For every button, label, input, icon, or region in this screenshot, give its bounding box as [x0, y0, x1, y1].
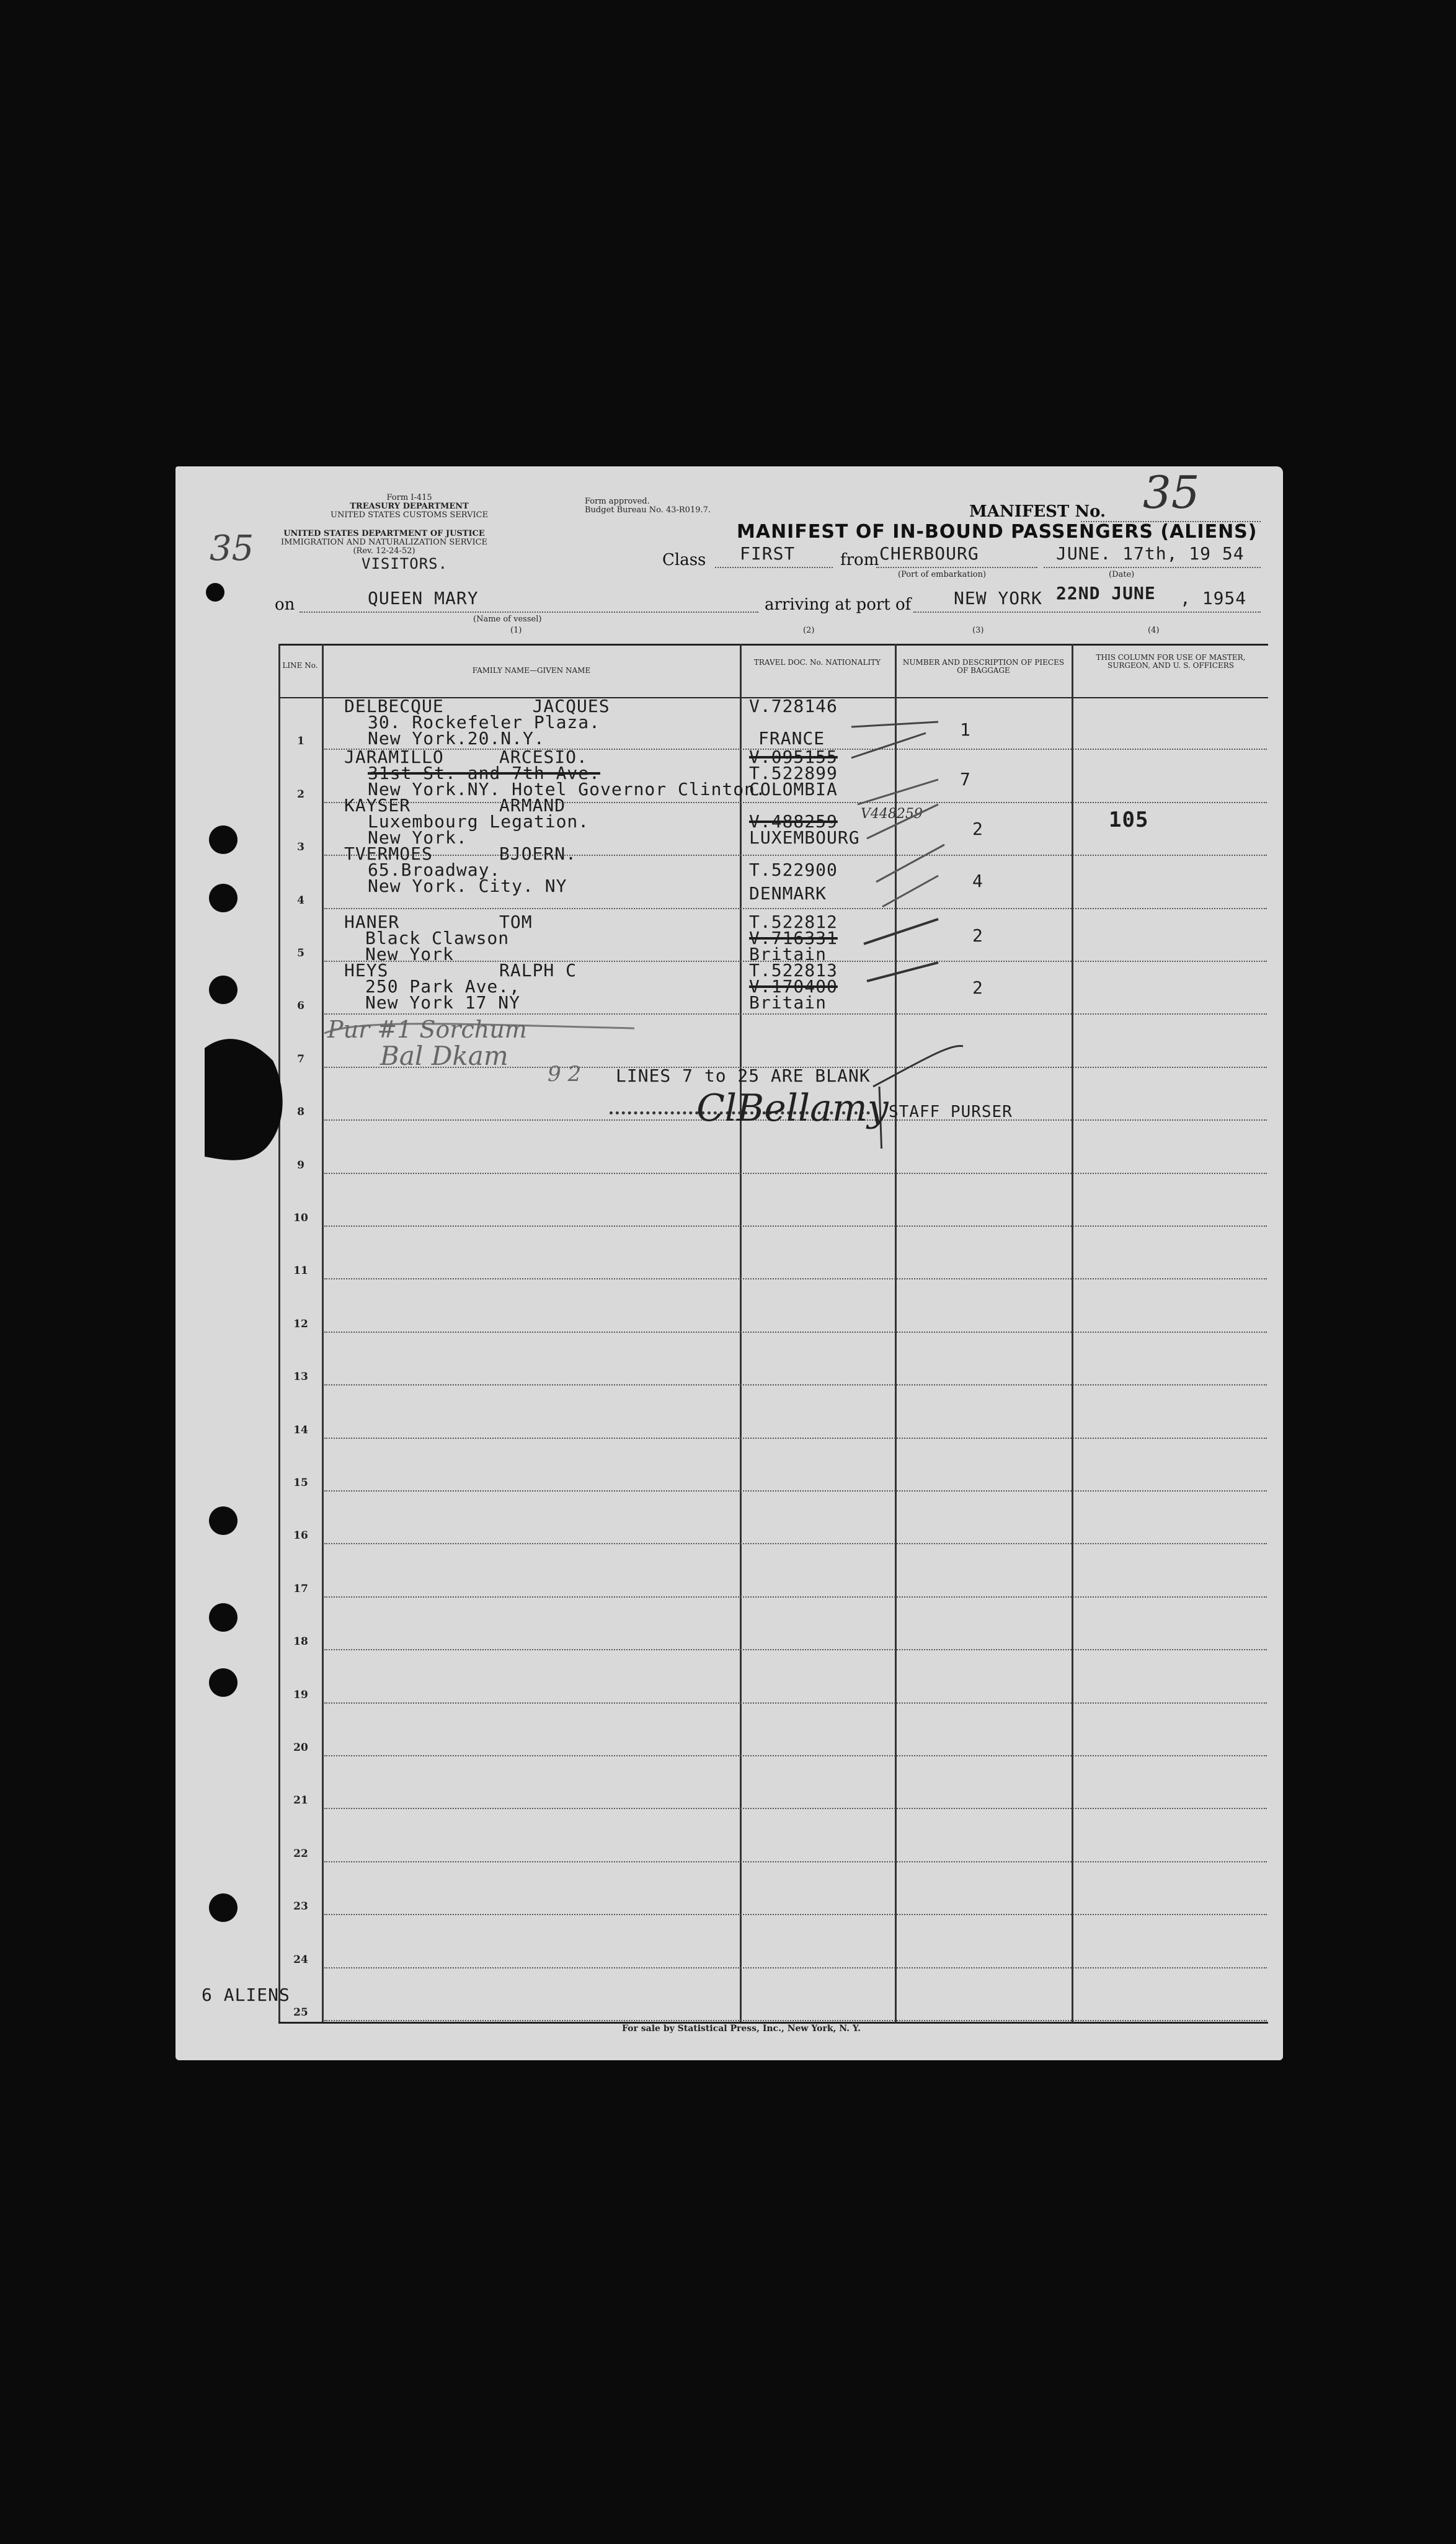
passenger-6-nationality: Britain [749, 992, 827, 1013]
line-number: 10 [293, 1212, 308, 1224]
line-number: 2 [297, 788, 304, 801]
line-number: 1 [297, 735, 304, 748]
passenger-2-nationality: COLOMBIA [749, 779, 838, 799]
margin-note: 35 [210, 528, 254, 569]
passenger-1-baggage: 1 [960, 719, 971, 740]
manifest-no: 35 [1143, 466, 1200, 518]
passenger-6-addr2: New York 17 NY [365, 992, 521, 1013]
printer-credit: For sale by Statistical Press, Inc., New York, N. Y. [622, 2024, 861, 2034]
line-number: 20 [293, 1741, 308, 1754]
line-number: 13 [293, 1371, 308, 1384]
line-number: 8 [297, 1106, 304, 1119]
passenger-1-addr2: New York.20.N.Y. [368, 728, 545, 749]
passenger-6-doc-old: V.170400 [749, 976, 838, 997]
passenger-5-name: HANER TOM [344, 912, 533, 932]
passenger-4-nationality: DENMARK [749, 883, 827, 904]
line-number: 6 [297, 1000, 304, 1013]
row-rule [324, 1332, 1267, 1333]
binder-hole [209, 1893, 237, 1922]
purser-signature: ClBellamy [696, 1087, 889, 1130]
line-number: 17 [293, 1582, 308, 1595]
row-rule [324, 1225, 1267, 1227]
passenger-3-name: KAYSER ARMAND [344, 795, 566, 816]
arrival-date: 22ND JUNE [1056, 583, 1156, 603]
binder-hole [209, 1603, 237, 1632]
col-baggage: NUMBER AND DESCRIPTION OF PIECES OF BAGGAGE [902, 658, 1065, 675]
binder-hole [209, 825, 237, 854]
torn-edge [205, 1023, 291, 1172]
margin-handwriting-2: Bal Dkam [380, 1041, 508, 1071]
vessel-name: QUEEN MARY [368, 588, 479, 608]
check-marks [175, 466, 1283, 1149]
date-embark: JUNE. 17th, 19 54 [1056, 543, 1245, 564]
arriving-label: arriving at port of [765, 595, 912, 614]
arrival-year: , 1954 [1180, 588, 1247, 608]
row-rule [324, 1173, 1267, 1174]
passenger-3-baggage: 2 [972, 819, 983, 839]
line-number: 23 [293, 1900, 308, 1913]
margin-handwriting-3: 9 2 [548, 1062, 582, 1087]
line-number: 22 [293, 1847, 308, 1860]
passenger-3-addr1: Luxembourg Legation. [368, 811, 590, 832]
passenger-2-doc-old: V.095155 [749, 747, 838, 767]
vessel-caption: (Name of vessel) [473, 615, 542, 624]
row-rule [324, 1967, 1267, 1968]
arrival-port: NEW YORK [954, 588, 1042, 608]
binder-hole [209, 976, 237, 1004]
passenger-4-addr1: 65.Broadway. [368, 860, 501, 880]
row-rule [324, 2020, 1267, 2021]
line-number: 5 [297, 947, 304, 959]
binder-hole [209, 1668, 237, 1697]
passenger-4-doc: T.522900 [749, 860, 838, 880]
line-number: 21 [293, 1794, 308, 1807]
passenger-2-name: JARAMILLO ARCESIO. [344, 747, 588, 767]
line-number: 4 [297, 894, 304, 907]
port-embark: CHERBOURG [879, 543, 979, 564]
line-number: 11 [293, 1265, 308, 1278]
port-caption: (Port of embarkation) [898, 570, 987, 579]
passenger-5-baggage: 2 [972, 925, 983, 946]
col-travel-doc: TRAVEL DOC. No. NATIONALITY [753, 658, 881, 667]
passenger-1-addr1: 30. Rockefeler Plaza. [368, 712, 601, 732]
passenger-6-baggage: 2 [972, 977, 983, 998]
row-rule [324, 1490, 1267, 1492]
passenger-2-addr2: New York.NY. Hotel Governor Clinton. [368, 779, 766, 799]
row-rule [324, 1278, 1267, 1279]
col-name: FAMILY NAME—GIVEN NAME [472, 666, 591, 675]
line-number: 14 [293, 1423, 308, 1436]
line-number: 7 [297, 1052, 304, 1065]
passenger-2-addr1: 31st St. and 7th Ave. [368, 763, 601, 783]
passenger-4-baggage: 4 [972, 871, 983, 891]
passenger-5-addr1: Black Clawson [365, 928, 510, 948]
passenger-2-doc: T.522899 [749, 763, 838, 783]
line-number: 25 [293, 2006, 308, 2019]
blank-lines-note: LINES 7 to 25 ARE BLANK [616, 1065, 871, 1086]
approval-note: Form approved. Budget Bureau No. 43-R019.7. [585, 497, 711, 515]
passenger-5-doc-old: V.716331 [749, 928, 838, 948]
from-label: from [840, 551, 879, 569]
binder-hole [209, 1506, 237, 1535]
binder-hole [206, 583, 224, 602]
passenger-3-officer: 105 [1109, 807, 1149, 832]
margin-handwriting-1: Pur #1 Sorchum [327, 1016, 527, 1043]
passenger-2-baggage: 7 [960, 769, 971, 789]
passenger-3-doc: V.488259 [749, 811, 838, 832]
binder-hole [209, 884, 237, 912]
passenger-1-nationality: FRANCE [758, 728, 825, 749]
line-number: 15 [293, 1477, 308, 1489]
manifest-page: Form I-415 TREASURY DEPARTMENT UNITED STATES CUSTOMS SERVICE UNITED STATES DEPARTMENT OF JUSTICE IMMIGRATION AND NATURALIZATION SERVICE (Rev. 12-24-52) Form approved. Budget Bureau No. 43-R019.7. MANIFEST No. 35 35 MANIFEST OF IN-BOUND PASSENGERS (ALIENS) VISITORS. Class FIRST from CHERBOURG (Port of embarkation) JUNE. 17th, 19 54 (Date) on QUEEN MARY (Name of vessel) (1) arriving at port of NEW YORK 22ND JUNE , 1954 (2) (3) (4) LINE No. FAMILY NAME—GIVEN NAME TRAVEL DOC. No. NATIONALITY NUMBER AND DESCRIPTION OF PIECES OF BAGGAGE THIS COLUMN FOR USE OF MASTER, SURGEON, AND U. S. OFFICERS 1 2 3 4 5 6 7 8 9 10 11 12 13 14 15 16 17 18 19 20 21 22 23 24 25 DELBECQUE JACQUES 30. Rockefeler Plaza. New York.20.N.Y. V.728146 FRANCE 1 JARAMILLO ARCESIO. 31st St. and 7th Ave. New York.NY. Hotel Governor Clinton. V.095155 T.522899 COLOMBIA 7 KAYSER ARMAND Luxembourg Legation. New York. V.488259 V448259 LUXEMBOURG 2 105 TVERMOES BJOERN. 65.Broadway. New York. City. NY T.522900 DENMARK 4 HANER TOM Black Clawson New York T.522812 V.716331 Britain 2 HEYS RALPH C 250 Park Ave., New York 17 NY T.522813 V.170400 Britain 2 Pur #1 Sorchum Bal Dkam 9 2 LINES 7 to 25 ARE BLANK ClBellamy STAFF PURSER 6 ALIENS For sale by Statistical Press, Inc., New York, N. Y. [175, 466, 1283, 2060]
passenger-5-addr2: New York [365, 944, 454, 964]
col-officers: THIS COLUMN FOR USE OF MASTER, SURGEON, AND U. S. OFFICERS [1096, 653, 1246, 670]
line-number: 3 [297, 841, 304, 854]
staff-purser-label: STAFF PURSER [889, 1103, 1013, 1121]
row-rule [324, 1808, 1267, 1809]
doj-header: UNITED STATES DEPARTMENT OF JUSTICE IMMIGRATION AND NATURALIZATION SERVICE (Rev. 12-24-52) [281, 529, 488, 556]
passenger-1-doc: V.728146 [749, 696, 838, 716]
passenger-3-addr2: New York. [368, 827, 468, 848]
passenger-6-name: HEYS RALPH C [344, 960, 577, 981]
passenger-6-doc: T.522813 [749, 960, 838, 981]
manifest-title: MANIFEST OF IN-BOUND PASSENGERS (ALIENS) [737, 521, 1258, 543]
visitors-label: VISITORS. [362, 555, 448, 572]
passenger-4-addr2: New York. City. NY [368, 876, 567, 896]
row-rule [324, 1384, 1267, 1385]
row-rule [324, 1702, 1267, 1704]
line-number: 12 [293, 1317, 308, 1330]
passenger-5-nationality: Britain [749, 944, 827, 964]
passenger-1-name: DELBECQUE JACQUES [344, 696, 610, 716]
class-label: Class [662, 551, 706, 569]
row-rule [324, 1755, 1267, 1756]
row-rule [324, 1649, 1267, 1650]
row-rule [324, 1914, 1267, 1915]
line-number: 19 [293, 1688, 308, 1701]
on-label: on [275, 595, 295, 614]
passenger-6-addr1: 250 Park Ave., [365, 976, 521, 997]
aliens-count: 6 ALIENS [202, 1985, 290, 2005]
passenger-5-doc: T.522812 [749, 912, 838, 932]
passenger-4-name: TVERMOES BJOERN. [344, 843, 577, 864]
passenger-3-doc-note: V448259 [861, 806, 923, 822]
class-value: FIRST [740, 543, 796, 564]
date-caption: (Date) [1109, 570, 1135, 579]
form-number: Form I-415 TREASURY DEPARTMENT UNITED STATES CUSTOMS SERVICE [331, 493, 489, 520]
line-number: 24 [293, 1953, 308, 1966]
row-rule [324, 1861, 1267, 1862]
line-number: 16 [293, 1529, 308, 1542]
col-line-no: LINE No. [282, 661, 318, 670]
row-rule [324, 1438, 1267, 1439]
passenger-3-nationality: LUXEMBOURG [749, 827, 860, 848]
line-number: 9 [297, 1159, 304, 1172]
row-rule [324, 1543, 1267, 1544]
manifest-no-label: MANIFEST No. [969, 502, 1106, 521]
row-rule [324, 1596, 1267, 1598]
line-number: 18 [293, 1635, 308, 1648]
